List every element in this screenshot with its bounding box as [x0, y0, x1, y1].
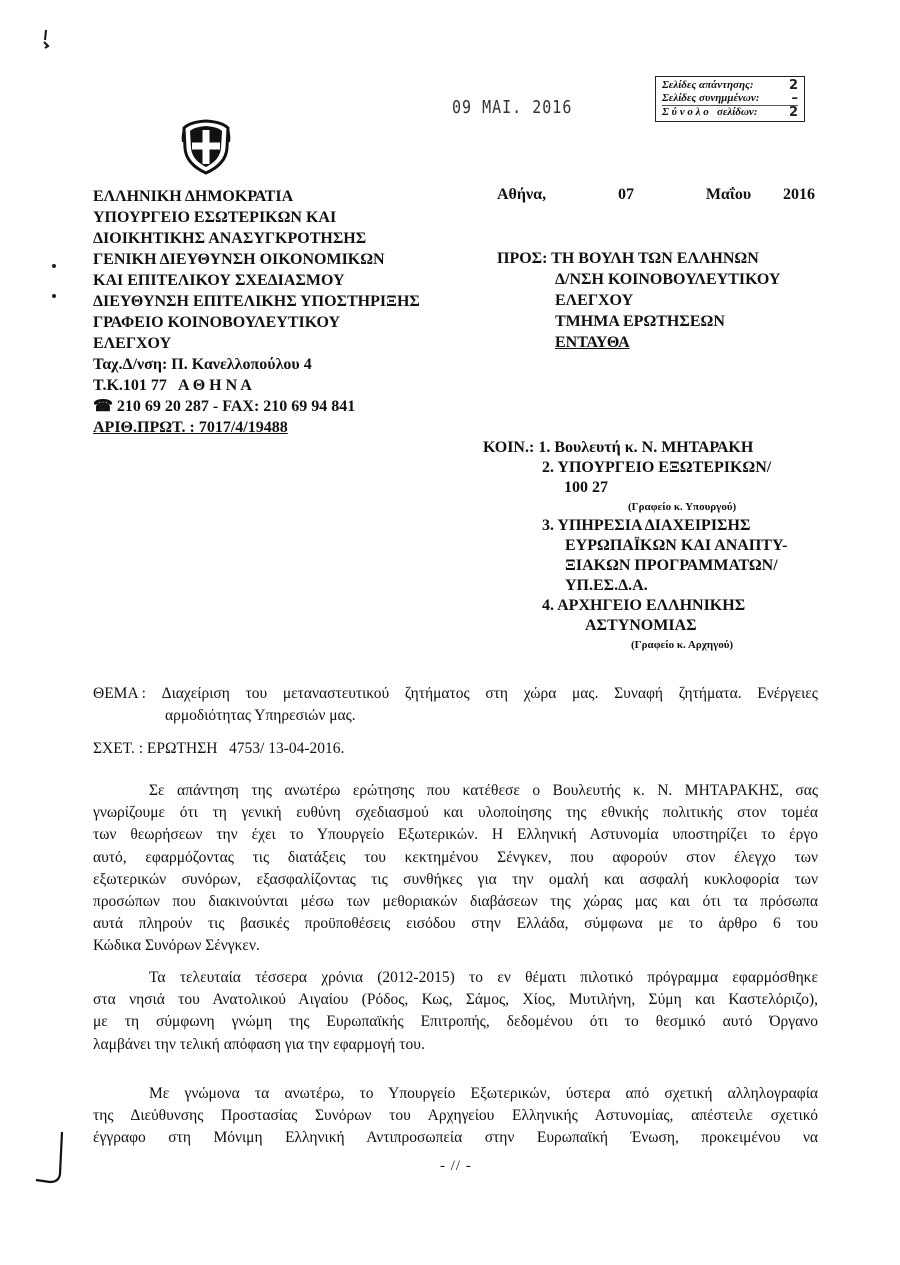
date-place: Αθήνα,	[497, 186, 547, 203]
copy-item-2-note: (Γραφείο κ. Υπουργού)	[628, 501, 737, 513]
copy-item-1: 1. Βουλευτή κ. Ν. ΜΗΤΑΡΑΚΗ	[538, 439, 754, 456]
recipient-here: ΕΝΤΑΥΘΑ	[555, 334, 630, 351]
copies-block	[483, 438, 787, 654]
date-day: 07	[617, 186, 634, 203]
total-pages-value: 2	[788, 105, 798, 120]
paragraph-line: γνωρίζουμε ότι τη γενική ευθύνη σχεδιασμού και υλοποίησης της εθνικής πολιτικής στον τομέα	[93, 804, 818, 822]
paragraph-line: Με γνώμονα τα ανωτέρω, το Υπουργείο Εξωτερικών, ύστερα από σχετική αλληλογραφία	[149, 1085, 818, 1102]
subject-word: Διαχείριση	[161, 685, 230, 702]
sender-postcode: Τ.Κ.101 77 Α Θ Η Ν Α	[93, 377, 252, 394]
subject-word: Ενέργειες	[757, 685, 818, 702]
sender-phone-fax: ☎ 210 69 20 287 - FAX: 210 69 94 841	[93, 398, 356, 415]
sender-line: ΚΑΙ ΕΠΙΤΕΛΙΚΟΥ ΣΧΕΔΙΑΣΜΟΥ	[93, 272, 345, 289]
copy-item-3-cont: ΕΥΡΩΠΑΪΚΩΝ ΚΑΙ ΑΝΑΠΤΥ-	[565, 537, 788, 554]
body-paragraph-1	[93, 780, 818, 958]
paragraph-line: Κώδικα Συνόρων Σένγκεν.	[93, 937, 260, 955]
recipient-line: ΕΛΕΓΧΟΥ	[555, 292, 634, 309]
copy-item-2-postcode: 100 27	[564, 479, 608, 496]
subject-word: στη	[485, 685, 509, 702]
page-count-box	[655, 76, 805, 122]
scan-dot-icon	[50, 292, 58, 300]
scan-mark-icon	[40, 28, 52, 50]
paragraph-line: προσώπων που διακινούνται μέσω των μεθοριακών διαβάσεων της χώρας μας και ότι τα πρόσωπα	[93, 893, 818, 911]
protocol-number: ΑΡΙΘ.ΠΡΩΤ. : 7017/4/19488	[93, 419, 288, 436]
paragraph-line: αυτά πληρούν τις βασικές προϋποθέσεις εισόδου στην Ελλάδα, σύμφωνα με το άρθρο 6 του	[93, 915, 818, 933]
subject-word: ΘΕΜΑ :	[93, 685, 146, 702]
subject-word: του	[245, 685, 268, 702]
recipient-block	[497, 248, 780, 353]
body-paragraph-2	[93, 967, 818, 1056]
subject-word: ζητήματος	[404, 685, 470, 702]
subject-block	[93, 683, 818, 727]
paragraph-line: με τη σύμφωνη γνώμη της Ευρωπαϊκής Επιτροπής, δεδομένου ότι το θεσμικό αυτό Όργανο	[93, 1013, 818, 1031]
attached-pages-label: Σελίδες συνημμένων:	[662, 92, 760, 104]
body-paragraph-3	[93, 1083, 818, 1150]
paragraph-line: αυτό, εφαρμόζοντας τις διατάξεις του κεκτημένου Σένγκεν, που αφορούν στον έλεγχο των	[93, 848, 818, 866]
sender-line: ΕΛΛΗΝΙΚΗ ΔΗΜΟΚΡΑΤΙΑ	[93, 188, 294, 205]
subject-word: Συναφή	[614, 685, 664, 702]
subject-word: μας.	[572, 685, 599, 702]
relation-line: ΣΧΕΤ. : ΕΡΩΤΗΣΗ 4753/ 13-04-2016.	[93, 740, 345, 757]
date-line	[497, 186, 815, 204]
paragraph-line: έγγραφο στη Μόνιμη Ελληνική Αντιπροσωπεία στην Ευρωπαϊκή Ένωση, προκειμένου να	[93, 1129, 818, 1147]
paragraph-line: λαμβάνει την τελική απόφαση για την εφαρμογή του.	[93, 1035, 425, 1053]
subject-word: χώρα	[523, 685, 557, 702]
page-continuation-marker: - // -	[440, 1158, 472, 1174]
copy-item-3-cont: ΞΙΑΚΩΝ ΠΡΟΓΡΑΜΜΑΤΩΝ/	[565, 557, 778, 574]
sender-line: ΕΛΕΓΧΟΥ	[93, 335, 172, 352]
recipient-line: ΤΜΗΜΑ ΕΡΩΤΗΣΕΩΝ	[555, 313, 725, 330]
date-month: Μαΐου	[705, 186, 752, 203]
sender-line: ΔΙΟΙΚΗΤΙΚΗΣ ΑΝΑΣΥΓΚΡΟΤΗΣΗΣ	[93, 230, 367, 247]
copies-label: ΚΟΙΝ.:	[483, 439, 535, 456]
sender-line: ΓΕΝΙΚΗ ΔΙΕΥΘΥΝΣΗ ΟΙΚΟΝΟΜΙΚΩΝ	[93, 251, 385, 268]
paragraph-line: εξωτερικών συνόρων, εξασφαλίζοντας τις συνθήκες για την ομαλή και ασφαλή κυκλοφορία των	[93, 870, 818, 888]
copy-item-3-cont: ΥΠ.ΕΣ.Δ.Α.	[565, 577, 648, 594]
date-year: 2016	[783, 186, 815, 203]
copy-item-4-note: (Γραφείο κ. Αρχηγού)	[631, 639, 734, 651]
copy-item-2: 2. ΥΠΟΥΡΓΕΙΟ ΕΞΩΤΕΡΙΚΩΝ/	[542, 459, 772, 476]
sender-line: ΔΙΕΥΘΥΝΣΗ ΕΠΙΤΕΛΙΚΗΣ ΥΠΟΣΤΗΡΙΞΗΣ	[93, 293, 420, 310]
subject-word: μεταναστευτικού	[282, 685, 390, 702]
received-date-stamp: 09 ΜΑΙ. 2016	[452, 96, 573, 118]
copy-item-3: 3. ΥΠΗΡΕΣΙΑ ΔΙΑΧΕΙΡΙΣΗΣ	[542, 517, 751, 534]
recipient-line: Δ/ΝΣΗ ΚΟΙΝΟΒΟΥΛΕΥΤΙΚΟΥ	[555, 271, 781, 288]
greek-coat-of-arms-icon	[180, 118, 232, 176]
paragraph-line: της Διεύθυνσης Προστασίας Συνόρων του Αρχηγείου Ελληνικής Αστυνομίας, απέστειλε σχετικό	[93, 1107, 818, 1125]
paragraph-line: των θεωρήσεων την έχει το Υπουργείο Εξωτερικών. Η Ελληνική Αστυνομία υποστηρίζει το έργο	[93, 826, 818, 844]
sender-address: Ταχ.Δ/νση: Π. Κανελλοπούλου 4	[93, 356, 312, 373]
paragraph-line: Σε απάντηση της ανωτέρω ερώτησης που κατέθεσε ο Βουλευτής κ. Ν. ΜΗΤΑΡΑΚΗΣ, σας	[149, 782, 818, 799]
sender-block	[93, 186, 420, 438]
sender-line: ΓΡΑΦΕΙΟ ΚΟΙΝΟΒΟΥΛΕΥΤΙΚΟΥ	[93, 314, 341, 331]
subject-word: ζητήματα.	[678, 685, 742, 702]
reply-pages-label: Σελίδες απάντησης:	[662, 79, 754, 91]
reply-pages-value: 2	[788, 78, 798, 93]
handwritten-check-icon	[30, 1128, 70, 1186]
copy-item-4: 4. ΑΡΧΗΓΕΙΟ ΕΛΛΗΝΙΚΗΣ	[542, 597, 746, 614]
paragraph-line: Τα τελευταία τέσσερα χρόνια (2012-2015) το εν θέματι πιλοτικό πρόγραμμα εφαρμόσθηκε	[149, 969, 818, 986]
subject-line-2: αρμοδιότητας Υπηρεσιών μας.	[165, 707, 356, 724]
sender-line: ΥΠΟΥΡΓΕΙΟ ΕΣΩΤΕΡΙΚΩΝ ΚΑΙ	[93, 209, 337, 226]
recipient-line: ΠΡΟΣ: ΤΗ ΒΟΥΛΗ ΤΩΝ ΕΛΛΗΝΩΝ	[497, 250, 759, 267]
paragraph-line: στα νησιά του Ανατολικού Αιγαίου (Ρόδος, Κως, Σάμος, Χίος, Μυτιλήνη, Σύμη και Καστελόριζο),	[93, 991, 818, 1009]
attached-pages-value: –	[791, 91, 798, 106]
scan-dot-icon	[50, 262, 58, 270]
copy-item-4-cont: ΑΣΤΥΝΟΜΙΑΣ	[585, 617, 697, 634]
total-pages-label: Σ ύ ν ο λ ο σελίδων:	[662, 106, 758, 118]
